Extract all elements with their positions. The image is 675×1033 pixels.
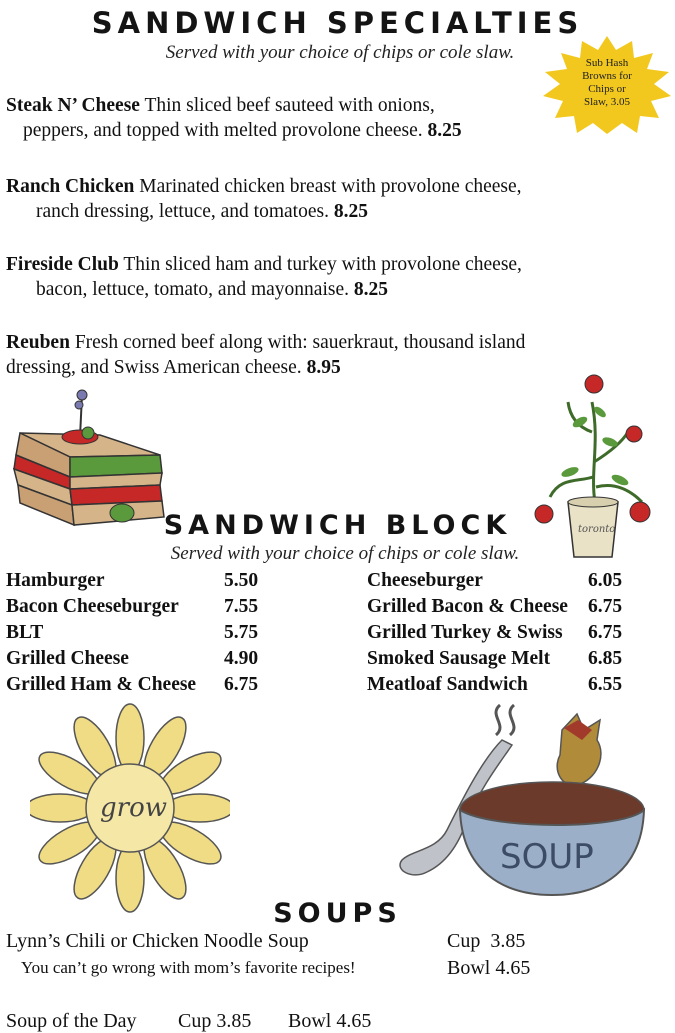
specialty-desc: Thin sliced ham and turkey with provolone cheese, <box>118 254 522 275</box>
specialty-price: 8.25 <box>333 201 368 222</box>
soup-of-day-line <box>6 1010 137 1033</box>
specialty-desc: bacon, lettuce, tomato, and mayonnaise. <box>36 279 354 300</box>
sunflower-illustration <box>30 698 230 918</box>
soup-bowl-label: SOUP <box>500 837 594 877</box>
menu-item-name: Grilled Turkey & Swiss <box>367 622 563 643</box>
specialty-desc: ranch dressing, lettuce, and tomatoes. <box>36 201 334 222</box>
menu-item-price: 7.55 <box>224 596 259 617</box>
menu-item-name: BLT <box>6 622 44 643</box>
specialty-item <box>6 174 606 224</box>
menu-item-name: Smoked Sausage Melt <box>367 648 551 669</box>
specialty-name: Ranch Chicken <box>6 176 135 197</box>
menu-item-price: 6.05 <box>588 570 623 591</box>
menu-item-price: 4.90 <box>224 648 259 669</box>
specialty-desc: Thin sliced beef sauteed with onions, <box>139 95 435 116</box>
soup-of-day-name: Soup of the Day <box>6 1010 137 1032</box>
specialty-desc: Marinated chicken breast with provolone cheese, <box>134 176 522 197</box>
menu-item-name: Cheeseburger <box>367 570 483 591</box>
menu-item-price: 6.75 <box>224 674 259 695</box>
soup-chili-name: Lynn’s Chili <box>6 930 106 952</box>
badge-line: Browns for <box>582 70 632 82</box>
specialty-name: Reuben <box>6 332 70 353</box>
soup-of-day-bowl: Bowl 4.65 <box>288 1010 372 1032</box>
block-title: SANDWICH BLOCK <box>163 510 512 541</box>
pot-label: toronto <box>578 524 616 535</box>
soup-cup-price: Cup 3.85 <box>447 930 526 952</box>
menu-item-name: Grilled Ham & Cheese <box>6 674 197 695</box>
menu-item-price: 5.75 <box>224 622 259 643</box>
specialty-name: Fireside Club <box>6 254 119 275</box>
flower-label: grow <box>100 793 167 823</box>
specialty-desc: peppers, and topped with melted provolone cheese. <box>23 120 428 141</box>
menu-item-name: Hamburger <box>6 570 105 591</box>
specialty-item <box>6 330 606 380</box>
menu-item-name: Bacon Cheeseburger <box>6 596 179 617</box>
menu-item-price: 6.55 <box>588 674 623 695</box>
specialties-subtitle: Served with your choice of chips or cole slaw. <box>165 42 515 63</box>
specialty-price: 8.25 <box>427 120 462 141</box>
menu-item-name: Grilled Bacon & Cheese <box>367 596 568 617</box>
soup-of-day-cup: Cup 3.85 <box>178 1010 252 1032</box>
menu-item-price: 6.85 <box>588 648 623 669</box>
soups-title: SOUPS <box>273 898 402 929</box>
menu-item-price: 5.50 <box>224 570 259 591</box>
soup-bowl-illustration <box>392 700 652 905</box>
soups-main-line <box>6 930 309 953</box>
specialty-name: Steak N’ Cheese <box>6 95 140 116</box>
specialty-price: 8.25 <box>353 279 388 300</box>
menu-item-price: 6.75 <box>588 596 623 617</box>
specialty-price: 8.95 <box>306 357 341 378</box>
menu-item-price: 6.75 <box>588 622 623 643</box>
badge-line: Slaw, 3.05 <box>583 96 631 108</box>
specialty-desc: Fresh corned beef along with: sauerkraut, thousand island <box>69 332 526 353</box>
soup-or: or <box>105 930 133 952</box>
specialties-title: SANDWICH SPECIALTIES <box>91 6 584 40</box>
soup-bowl-price: Bowl 4.65 <box>447 957 531 979</box>
badge-line: Chips or <box>588 83 626 95</box>
block-subtitle: Served with your choice of chips or cole slaw. <box>170 543 520 564</box>
soup-noodle-name: Chicken Noodle Soup <box>132 930 309 952</box>
badge-line: Sub Hash <box>585 57 629 69</box>
tomato-plant-illustration <box>530 372 660 572</box>
specialty-item <box>6 252 606 302</box>
specialty-desc: dressing, and Swiss American cheese. <box>6 357 307 378</box>
menu-item-name: Grilled Cheese <box>6 648 129 669</box>
specialty-item <box>6 93 606 143</box>
menu-item-name: Meatloaf Sandwich <box>367 674 528 695</box>
soup-tagline: You can’t go wrong with mom’s favorite recipes! <box>21 958 356 977</box>
